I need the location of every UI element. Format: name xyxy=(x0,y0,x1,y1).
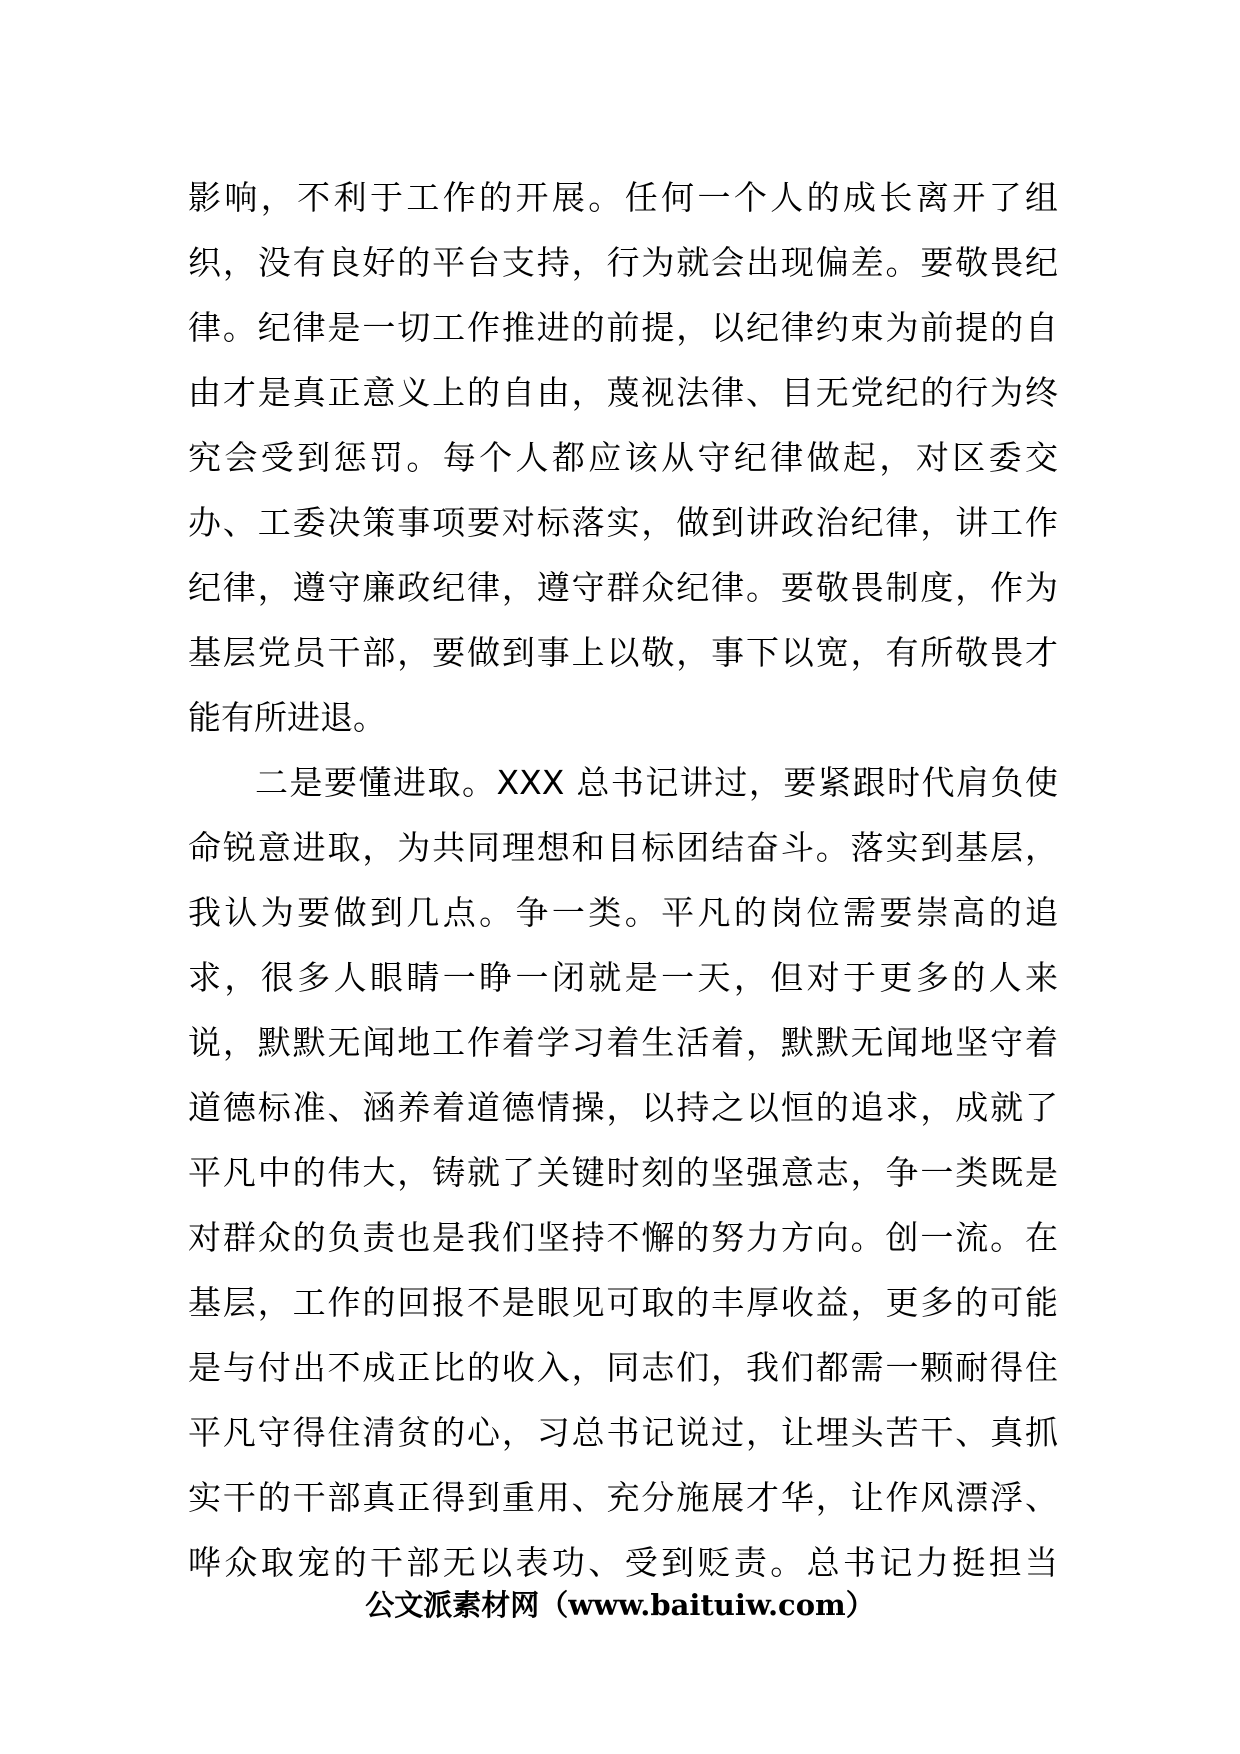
text-line: 由才是真正意义上的自由，蔑视法律、目无党纪的行为终 xyxy=(188,373,1058,412)
body-text xyxy=(188,165,1058,1595)
text-line: 织，没有良好的平台支持，行为就会出现偏差。要敬畏纪 xyxy=(188,243,1058,282)
text-line: 是与付出不成正比的收入，同志们，我们都需一颗耐得住 xyxy=(188,1348,1058,1387)
text-line: 说，默默无闻地工作着学习着生活着，默默无闻地坚守着 xyxy=(188,1023,1058,1062)
text-line: 律。纪律是一切工作推进的前提，以纪律约束为前提的自 xyxy=(188,308,1058,347)
text-line: 能有所进退。 xyxy=(188,698,386,737)
text-line: 二是要懂进取。XXX 总书记讲过，要紧跟时代肩负使 xyxy=(255,763,1058,802)
text-line: 基层党员干部，要做到事上以敬，事下以宽，有所敬畏才 xyxy=(188,633,1058,672)
text-line: 究会受到惩罚。每个人都应该从守纪律做起，对区委交 xyxy=(188,438,1058,477)
text-line: 平凡中的伟大，铸就了关键时刻的坚强意志，争一类既是 xyxy=(188,1153,1058,1192)
text-line: 道德标准、涵养着道德情操，以持之以恒的追求，成就了 xyxy=(188,1088,1058,1127)
text-line: 基层，工作的回报不是眼见可取的丰厚收益，更多的可能 xyxy=(188,1283,1058,1322)
footer-watermark: 公文派素材网（www.baituiw.com） xyxy=(365,1588,875,1622)
text-line: 实干的干部真正得到重用、充分施展才华，让作风漂浮、 xyxy=(188,1478,1058,1517)
text-line: 命锐意进取，为共同理想和目标团结奋斗。落实到基层， xyxy=(188,828,1058,867)
text-line: 哗众取宠的干部无以表功、受到贬责。总书记力挺担当 xyxy=(188,1543,1058,1582)
text-line: 对群众的负责也是我们坚持不懈的努力方向。创一流。在 xyxy=(188,1218,1058,1257)
text-line: 纪律，遵守廉政纪律，遵守群众纪律。要敬畏制度，作为 xyxy=(188,568,1058,607)
text-line: 求，很多人眼睛一睁一闭就是一天，但对于更多的人来 xyxy=(188,958,1058,997)
text-line: 我认为要做到几点。争一类。平凡的岗位需要崇高的追 xyxy=(188,893,1058,932)
text-line: 影响，不利于工作的开展。任何一个人的成长离开了组 xyxy=(188,178,1058,217)
text-line: 办、工委决策事项要对标落实，做到讲政治纪律，讲工作 xyxy=(188,503,1058,542)
text-line: 平凡守得住清贫的心，习总书记说过，让埋头苦干、真抓 xyxy=(188,1413,1058,1452)
